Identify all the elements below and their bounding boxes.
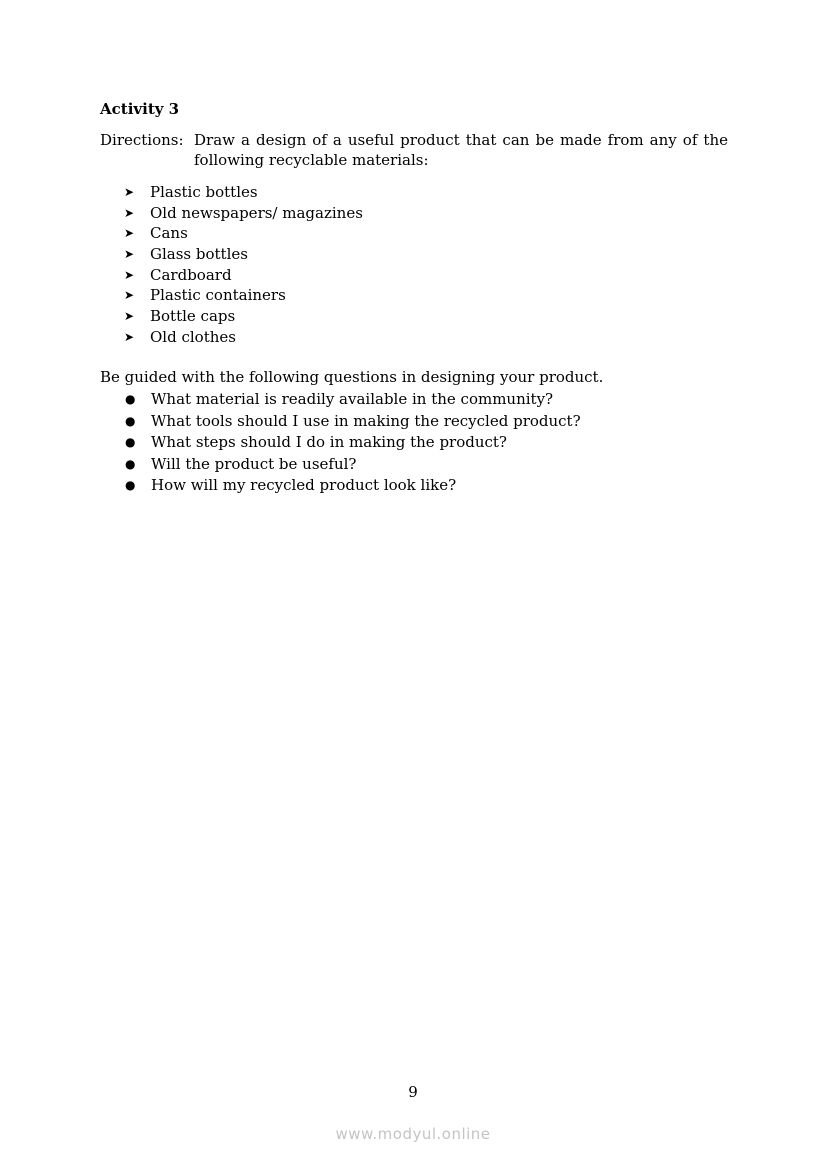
directions-label: Directions: [100,131,184,149]
arrow-icon: ➤ [124,329,135,344]
materials-list [124,182,363,348]
guide-intro: Be guided with the following questions in designing your product. [100,368,604,386]
material-label: Plastic bottles [150,183,258,201]
list-item [124,475,581,497]
list-item [124,244,363,265]
question-label: What tools should I use in making the recycled product? [151,411,581,430]
arrow-icon: ➤ [124,226,135,241]
question-label: Will the product be useful? [151,454,357,473]
list-item [124,203,363,224]
list-item [124,182,363,203]
arrow-icon: ➤ [124,247,135,262]
material-label: Cans [150,224,188,243]
directions-block [100,130,728,170]
arrow-icon: ➤ [124,267,135,282]
question-label: How will my recycled product look like? [151,476,457,495]
watermark-text: www.modyul.online [335,1125,491,1143]
material-label: Old clothes [150,327,236,346]
list-item [124,327,363,348]
list-item [124,306,363,327]
list-item [124,389,581,411]
directions-text: Draw a design of a useful product that can be made from any of the following recyclable materials: [194,131,728,169]
material-label: Plastic containers [150,286,286,305]
material-label: Glass bottles [150,245,248,264]
page-number: 9 [408,1083,418,1101]
arrow-icon: ➤ [124,288,135,303]
material-label: Old newspapers/ magazines [150,203,363,222]
material-label: Cardboard [150,265,232,284]
bullet-icon: ● [125,478,136,493]
material-label: Bottle caps [150,307,236,326]
bullet-icon: ● [125,456,136,471]
activity-title: Activity 3 [100,100,180,118]
list-item [124,411,581,433]
questions-list [124,389,581,497]
arrow-icon: ➤ [124,185,135,199]
list-item [124,223,363,244]
list-item [124,454,581,476]
question-label: What steps should I do in making the product? [151,433,507,452]
bullet-icon: ● [125,413,136,428]
list-item [124,432,581,454]
arrow-icon: ➤ [124,309,135,324]
bullet-icon: ● [125,435,136,450]
list-item [124,265,363,286]
list-item [124,285,363,306]
arrow-icon: ➤ [124,205,135,220]
bullet-icon: ● [125,392,136,406]
question-label: What material is readily available in the community? [151,390,554,408]
